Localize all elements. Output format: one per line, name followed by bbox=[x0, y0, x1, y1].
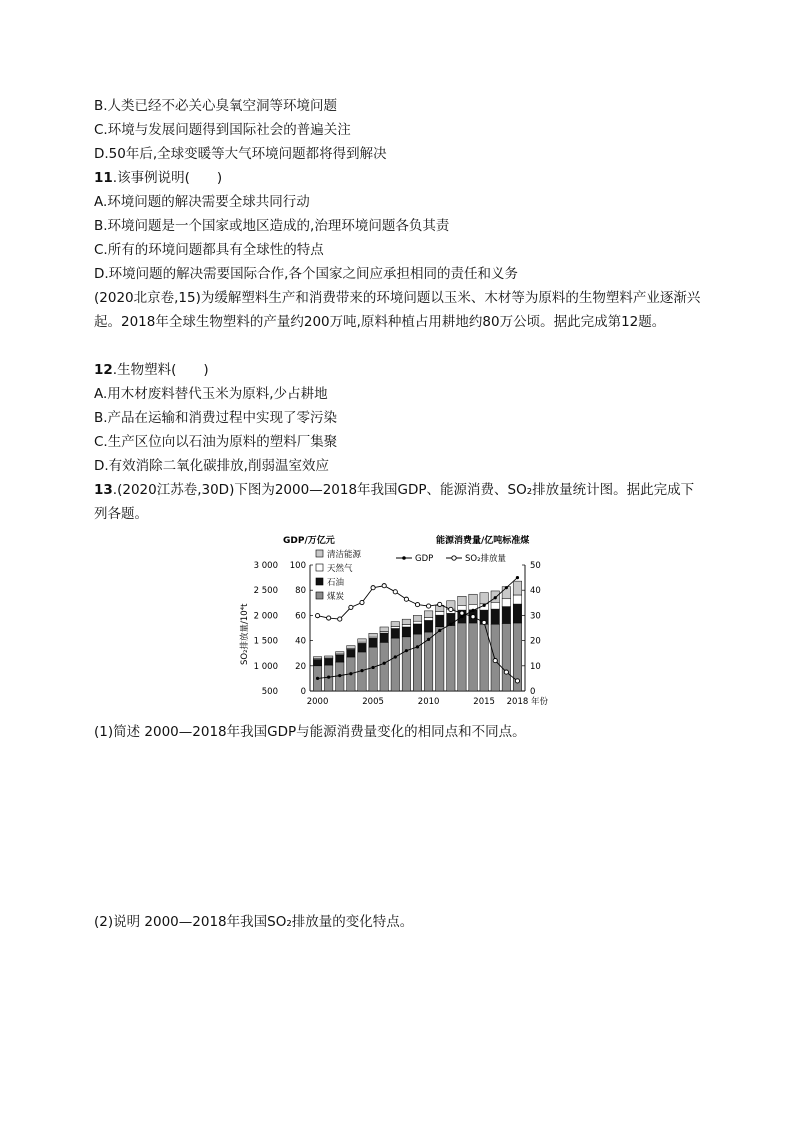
bar-oil bbox=[358, 643, 366, 652]
gdp-point bbox=[427, 638, 430, 641]
q12-option-b: B.产品在运输和消费过程中实现了零污染 bbox=[94, 410, 338, 426]
bar-gas bbox=[402, 624, 410, 627]
gdp-point bbox=[383, 662, 386, 665]
legend-label-so2: SO₂排放量 bbox=[465, 554, 506, 564]
q13-sub1: (1)简述 2000—2018年我国GDP与能源消费量变化的相同点和不同点。 bbox=[94, 724, 526, 740]
x-tick-label: 2010 bbox=[417, 697, 440, 707]
x-unit-label: 年份 bbox=[531, 697, 549, 707]
so2-tick-label: 500 bbox=[261, 687, 278, 697]
bar-gas bbox=[458, 605, 466, 610]
bar-clean bbox=[513, 581, 521, 595]
bar-oil bbox=[502, 607, 510, 624]
so2-point bbox=[482, 620, 486, 624]
gdp-point bbox=[438, 629, 441, 632]
q11-option-a: A.环境问题的解决需要全球共同行动 bbox=[94, 194, 310, 210]
legend-swatch-clean bbox=[316, 550, 323, 557]
energy-tick-label: 20 bbox=[530, 636, 541, 647]
so2-point bbox=[349, 605, 353, 609]
so2-tick-label: 1 500 bbox=[253, 636, 278, 647]
bar-coal bbox=[469, 623, 477, 691]
gdp-point bbox=[327, 676, 330, 679]
bar-oil bbox=[491, 609, 499, 624]
bar-coal bbox=[435, 627, 443, 691]
bar-gas bbox=[491, 602, 499, 609]
so2-tick-label: 2 000 bbox=[253, 611, 278, 622]
gdp-point bbox=[405, 649, 408, 652]
legend-marker-so2 bbox=[452, 556, 456, 560]
gdp-tick-label: 20 bbox=[295, 661, 306, 672]
q13-stem-text: .(2020江苏卷,30D)下图为2000—2018年我国GDP、能源消费、SO₂排放量统计图。据此完成下 bbox=[112, 482, 695, 498]
gdp-point bbox=[338, 674, 341, 677]
legend-label-clean: 清洁能源 bbox=[327, 550, 362, 560]
so2-point bbox=[460, 611, 464, 615]
q10-option-d: D.50年后,全球变暖等大气环境问题都将得到解决 bbox=[94, 146, 387, 162]
so2-point bbox=[393, 590, 397, 594]
so2-point bbox=[515, 679, 519, 683]
so2-point bbox=[315, 614, 319, 618]
q10-option-c: C.环境与发展问题得到国际社会的普遍关注 bbox=[94, 122, 351, 138]
gdp-tick-label: 80 bbox=[295, 586, 306, 597]
so2-point bbox=[504, 670, 508, 674]
bar-gas bbox=[502, 599, 510, 607]
gdp-point bbox=[416, 645, 419, 648]
bar-gas bbox=[413, 621, 421, 624]
x-tick-label: 2005 bbox=[362, 697, 384, 707]
bar-oil bbox=[424, 620, 432, 632]
gdp-tick-label: 40 bbox=[295, 636, 306, 647]
q10-option-b: B.人类已经不必关心臭氧空洞等环境问题 bbox=[94, 98, 338, 114]
bar-coal bbox=[447, 625, 455, 691]
bar-gas bbox=[513, 595, 521, 604]
bar-oil bbox=[435, 615, 443, 627]
gdp-point bbox=[360, 669, 363, 672]
bar-gas bbox=[391, 626, 399, 628]
bar-clean bbox=[324, 656, 332, 658]
q12-stem-text: .生物塑料( ) bbox=[112, 362, 209, 378]
legend bbox=[316, 549, 506, 602]
so2-point bbox=[493, 659, 497, 663]
bar-coal bbox=[369, 647, 377, 691]
bar-gas bbox=[435, 612, 443, 616]
gdp-point bbox=[371, 666, 374, 669]
bar-oil bbox=[369, 638, 377, 647]
bar-coal bbox=[491, 624, 499, 691]
legend-label-coal: 煤炭 bbox=[327, 592, 345, 602]
so2-point bbox=[382, 584, 386, 588]
bar-clean bbox=[480, 593, 488, 604]
bar-oil bbox=[413, 624, 421, 634]
q11-option-b: B.环境问题是一个国家或地区造成的,治理环境问题各负其责 bbox=[94, 218, 450, 234]
gdp-point bbox=[505, 586, 508, 589]
bar-oil bbox=[336, 655, 344, 662]
gdp-point bbox=[471, 609, 474, 612]
bar-coal bbox=[391, 638, 399, 691]
q12-passage: (2020北京卷,15)为缓解塑料生产和消费带来的环境问题以玉米、木材等为原料的生物塑料产业逐渐兴起。2018年全球生物塑料的产量约200万吨,原料种植占用耕地约80万公顷。据此完成第12题。 bbox=[94, 290, 701, 330]
so2-point bbox=[415, 603, 419, 607]
q11-stem bbox=[94, 169, 222, 187]
gdp-tick-label: 60 bbox=[295, 611, 306, 622]
so2-point bbox=[327, 616, 331, 620]
so2-point bbox=[371, 586, 375, 590]
bar-oil bbox=[513, 604, 521, 623]
energy-tick-label: 30 bbox=[530, 611, 541, 622]
energy-tick-label: 40 bbox=[530, 586, 541, 597]
q12-option-c: C.生产区位向以石油为原料的塑料厂集聚 bbox=[94, 434, 338, 450]
q11-stem-text: .该事例说明( ) bbox=[112, 170, 223, 186]
so2-axis-side-label: SO₂排放量/10⁴t bbox=[240, 603, 250, 665]
so2-point bbox=[438, 602, 442, 606]
left-axis-title: GDP/万亿元 bbox=[283, 536, 335, 546]
legend-label-gdp: GDP bbox=[415, 554, 434, 564]
bar-oil bbox=[391, 629, 399, 639]
so2-point bbox=[471, 615, 475, 619]
energy-tick-label: 50 bbox=[530, 561, 541, 571]
q13-number: 13 bbox=[94, 482, 113, 498]
so2-tick-label: 1 000 bbox=[253, 661, 278, 672]
legend-swatch-oil bbox=[316, 578, 323, 585]
bar-coal bbox=[502, 623, 510, 691]
q13-stem-line1 bbox=[94, 481, 694, 499]
bar-coal bbox=[402, 637, 410, 691]
so2-point bbox=[449, 607, 453, 611]
q12-option-a: A.用木材废料替代玉米为原料,少占耕地 bbox=[94, 386, 328, 402]
so2-tick-label: 3 000 bbox=[253, 561, 278, 571]
gdp-point bbox=[394, 655, 397, 658]
q12-option-d: D.有效消除二氧化碳排放,削弱温室效应 bbox=[94, 458, 329, 474]
bar-coal bbox=[458, 623, 466, 691]
q12-stem bbox=[94, 361, 209, 379]
bar-clean bbox=[347, 646, 355, 649]
bar-clean bbox=[458, 596, 466, 605]
energy-tick-label: 0 bbox=[530, 687, 536, 697]
x-tick-label: 2000 bbox=[306, 697, 329, 707]
so2-point bbox=[404, 597, 408, 601]
so2-point bbox=[360, 600, 364, 604]
q11-option-c: C.所有的环境问题都具有全球性的特点 bbox=[94, 242, 324, 258]
bar-clean bbox=[313, 657, 321, 659]
bar-clean bbox=[336, 652, 344, 654]
so2-point bbox=[338, 617, 342, 621]
bar-clean bbox=[402, 619, 410, 624]
q12-number: 12 bbox=[94, 362, 113, 378]
bar-coal bbox=[380, 642, 388, 691]
bar-coal bbox=[413, 634, 421, 691]
bar-clean bbox=[424, 611, 432, 618]
gdp-point bbox=[483, 604, 486, 607]
q13-stem-line2: 列各题。 bbox=[94, 506, 148, 522]
bar-clean bbox=[469, 594, 477, 604]
right-axis-title: 能源消费量/亿吨标准煤 bbox=[436, 536, 530, 546]
bar-clean bbox=[391, 622, 399, 627]
legend-swatch-coal bbox=[316, 592, 323, 599]
bar-oil bbox=[347, 649, 355, 657]
bar-oil bbox=[402, 627, 410, 637]
gdp-point bbox=[494, 596, 497, 599]
q11-option-d: D.环境问题的解决需要国际合作,各个国家之间应承担相同的责任和义务 bbox=[94, 266, 518, 282]
gdp-point bbox=[516, 576, 519, 579]
gdp-tick-label: 0 bbox=[300, 687, 306, 697]
bar-oil bbox=[313, 660, 321, 666]
legend-label-oil: 石油 bbox=[327, 578, 345, 588]
gdp-energy-so2-chart bbox=[238, 530, 558, 710]
gdp-tick-label: 100 bbox=[289, 561, 306, 571]
bar-oil bbox=[324, 659, 332, 665]
legend-label-gas: 天然气 bbox=[327, 564, 353, 574]
gdp-point bbox=[349, 672, 352, 675]
gdp-point bbox=[316, 677, 319, 680]
energy-tick-label: 10 bbox=[530, 661, 541, 672]
q13-sub2: (2)说明 2000—2018年我国SO₂排放量的变化特点。 bbox=[94, 914, 414, 930]
bar-clean bbox=[380, 627, 388, 632]
legend-swatch-gas bbox=[316, 564, 323, 571]
gdp-point bbox=[449, 623, 452, 626]
bar-oil bbox=[380, 633, 388, 642]
so2-point bbox=[427, 604, 431, 608]
bar-clean bbox=[369, 633, 377, 637]
so2-tick-label: 2 500 bbox=[253, 586, 278, 597]
bar-clean bbox=[413, 615, 421, 621]
x-tick-label: 2018 bbox=[506, 697, 529, 707]
q11-number: 11 bbox=[94, 170, 113, 186]
x-tick-label: 2015 bbox=[473, 697, 495, 707]
legend-marker-gdp bbox=[402, 556, 406, 560]
bar-clean bbox=[358, 639, 366, 642]
bar-gas bbox=[424, 617, 432, 620]
